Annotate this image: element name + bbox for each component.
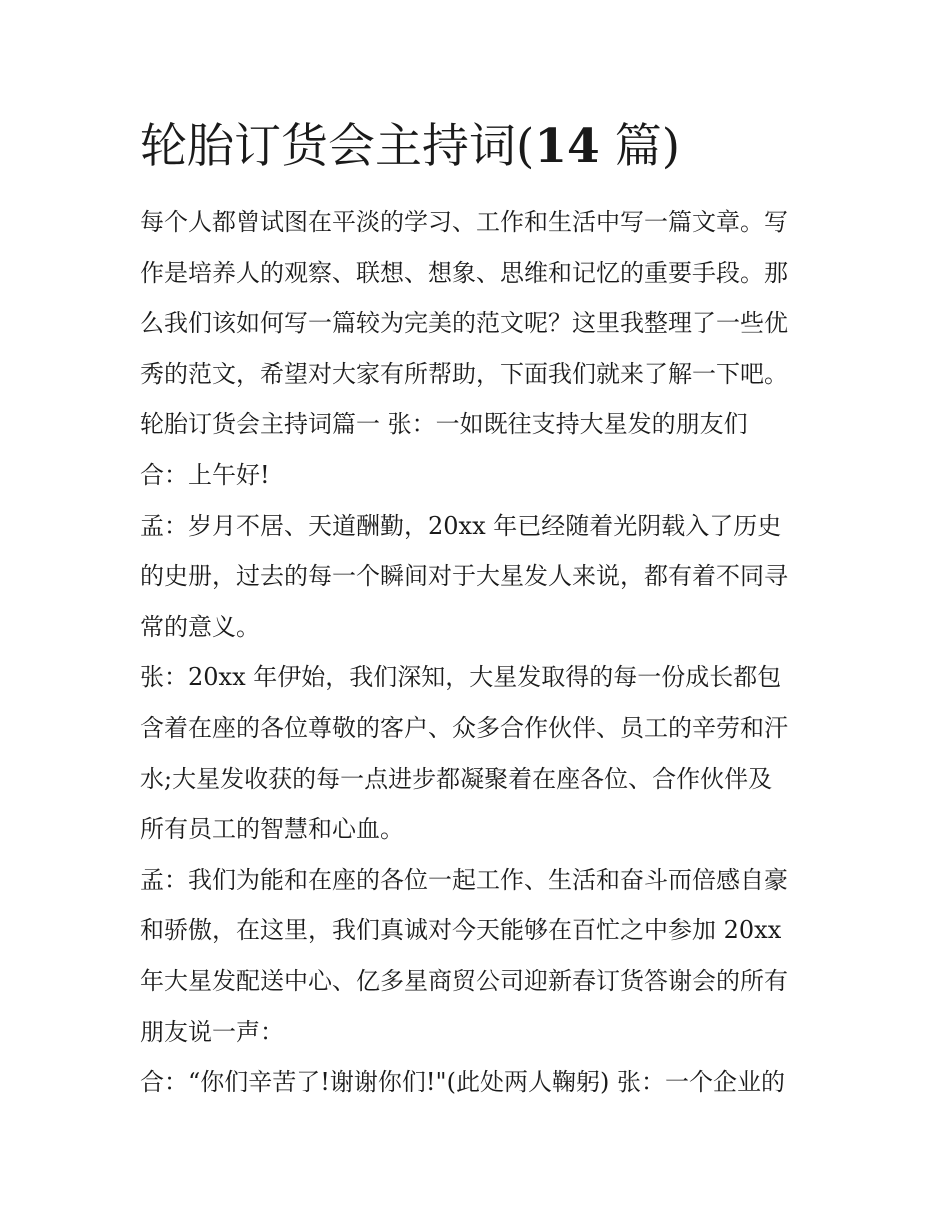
document-title xyxy=(140,112,680,182)
title-number: 14 xyxy=(534,119,600,174)
text-line: 么我们该如何写一篇较为完美的范文呢？这里我整理了一些优 xyxy=(140,309,788,338)
text-line: 合：“你们辛苦了!谢谢你们!"(此处两人鞠躬) 张：一个企业的 xyxy=(140,1068,785,1097)
text-line: 每个人都曾试图在平淡的学习、工作和生活中写一篇文章。写 xyxy=(140,208,788,236)
text-line: 的史册，过去的每一个瞬间对于大星发人来说，都有着不同寻 xyxy=(140,562,788,591)
text-line: 常的意义。 xyxy=(140,612,260,641)
text-line: 合：上午好! xyxy=(140,460,270,489)
text-line: 轮胎订货会主持词篇一 张：一如既往支持大星发的朋友们 xyxy=(140,410,748,439)
text-line: 朋友说一声： xyxy=(140,1017,284,1046)
text-line: 秀的范文，希望对大家有所帮助，下面我们就来了解一下吧。 xyxy=(140,359,788,388)
text-line: 含着在座的各位尊敬的客户、众多合作伙伴、员工的辛劳和汗 xyxy=(140,713,788,742)
text-line: 孟：我们为能和在座的各位一起工作、生活和奋斗而倍感自豪 xyxy=(140,865,788,894)
document-body xyxy=(140,197,820,1108)
text-line: 孟：岁月不居、天道酬勤，20xx 年已经随着光阴载入了历史 xyxy=(140,511,782,540)
text-line: 和骄傲，在这里，我们真诚对今天能够在百忙之中参加 20xx xyxy=(140,916,782,945)
title-text: 轮胎订货会主持词( xyxy=(140,119,535,174)
text-line: 年大星发配送中心、亿多星商贸公司迎新春订货答谢会的所有 xyxy=(140,966,788,995)
text-line: 水;大星发收获的每一点进步都凝聚着在座各位、合作伙伴及 xyxy=(140,764,773,793)
text-line: 所有员工的智慧和心血。 xyxy=(140,815,404,844)
text-line: 作是培养人的观察、联想、想象、思维和记忆的重要手段。那 xyxy=(140,258,788,287)
title-tail: 篇) xyxy=(599,119,681,174)
text-line: 张：20xx 年伊始，我们深知，大星发取得的每一份成长都包 xyxy=(140,663,782,692)
